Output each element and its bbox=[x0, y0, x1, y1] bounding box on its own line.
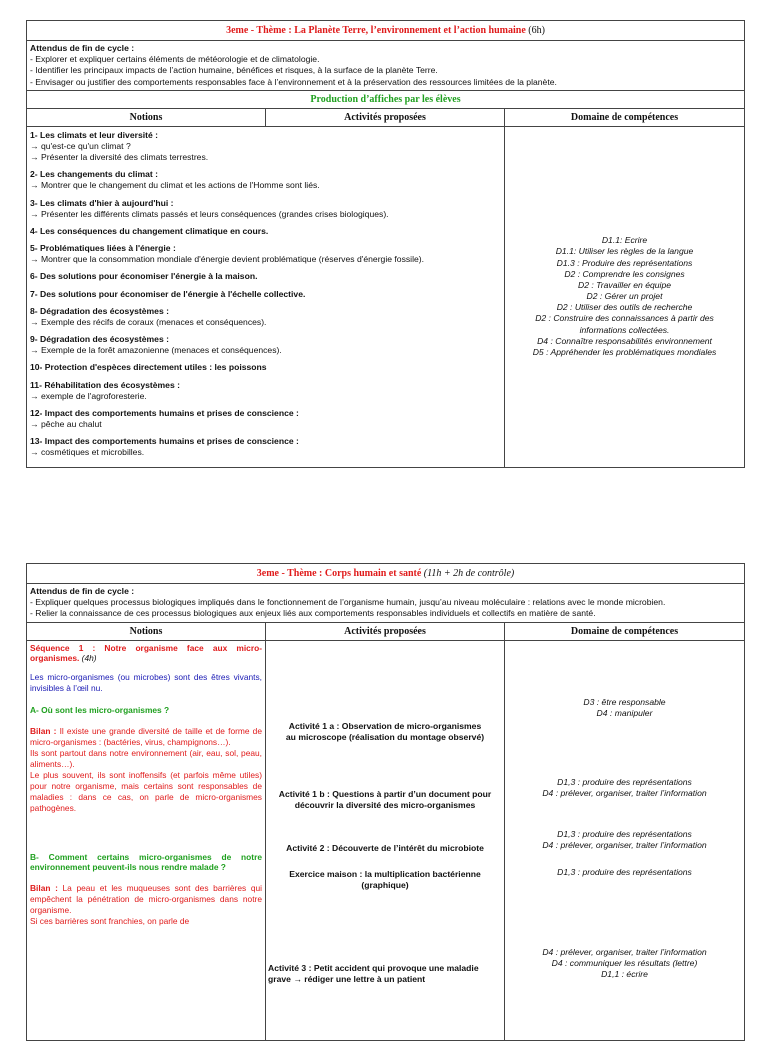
notion-detail: → Présenter les différents climats passés et leurs conséquences (grandes crises biologiques). bbox=[30, 208, 389, 219]
bilan-b-2: Si ces barrières sont franchies, on parle de bbox=[30, 916, 190, 927]
notion-title: 5- Problématiques liées à l'énergie : bbox=[30, 243, 176, 254]
competence-item: D2 : Gérer un projet bbox=[586, 291, 663, 302]
notion-detail: → Présenter la diversité des climats terrestres. bbox=[30, 152, 209, 163]
notion-title: 9- Dégradation des écosystèmes : bbox=[30, 334, 169, 345]
notion-item bbox=[30, 306, 501, 328]
competence-item: D1,1 : écrire bbox=[601, 968, 648, 979]
attendus-line: - Relier la connaissance de ces processus biologiques aux enjeux liés aux comportements responsables individuels et collectifs en matière de santé. bbox=[30, 608, 596, 619]
competence-item: D1.1: Utiliser les règles de la langue bbox=[555, 246, 694, 257]
notion-detail: → Exemple des récifs de coraux (menaces et conséquences). bbox=[30, 316, 267, 327]
notion-detail: → Montrer que la consommation mondiale d'énergie devient problématique (réserves d'énergie fossile). bbox=[30, 254, 425, 265]
notion-detail: → Exemple de la forêt amazonienne (menaces et conséquences). bbox=[30, 345, 282, 356]
activity-item: Activité 3 : Petit accident qui provoque une maladie grave → rédiger une lettre à un patient bbox=[268, 962, 479, 984]
competence-item: D4 : prélever, organiser, traiter l’information bbox=[542, 839, 707, 850]
notion-title: 3- Les climats d'hier à aujourd'hui : bbox=[30, 197, 174, 208]
theme-table-corps bbox=[26, 563, 745, 1041]
notion-title: 11- Réhabilitation des écosystèmes : bbox=[30, 379, 180, 390]
sequence-title: Séquence 1 : Notre organisme face aux micro-organismes. bbox=[30, 642, 262, 664]
sequence-notions bbox=[27, 640, 266, 1040]
notion-detail: → cosmétiques et microbilles. bbox=[30, 447, 145, 458]
column-header-activites: Activités proposées bbox=[266, 622, 505, 640]
competence-item: D2 : Utiliser des outils de recherche bbox=[556, 302, 693, 313]
activities-column bbox=[266, 640, 505, 1040]
activity-item: Activité 1 b : Questions à partir d’un document pour découvrir la diversité des micro-organismes bbox=[278, 788, 492, 810]
activity-item: Activité 2 : Découverte de l’intérêt du microbiote bbox=[286, 842, 484, 853]
notion-title: 13- Impact des comportements humains et prises de conscience : bbox=[30, 436, 299, 447]
bilan-text: Il existe une grande diversité de taille et de forme de micro-organismes : (bactéries, virus, champignons…). bbox=[30, 726, 262, 748]
competence-item: D2 : Construire des connaissances à partir des informations collectées. bbox=[535, 313, 714, 335]
notion-title: 10- Protection d'espèces directement utiles : les poissons bbox=[30, 362, 267, 373]
notion-title: 6- Des solutions pour économiser l'énergie à la maison. bbox=[30, 271, 258, 282]
competence-item: D1,3 : produire des représentations bbox=[557, 866, 692, 877]
competences-list bbox=[505, 126, 745, 467]
notion-detail: → qu'est-ce qu'un climat ? bbox=[30, 140, 131, 151]
notion-title: 1- Les climats et leur diversité : bbox=[30, 129, 159, 140]
activity-item: Activité 1 a : Observation de micro-organismes au microscope (réalisation du montage observé) bbox=[285, 720, 485, 742]
notion-detail: → pêche au chalut bbox=[30, 419, 102, 430]
competence-item: D4 : manipuler bbox=[596, 707, 653, 718]
production-banner: Production d’affiches par les élèves bbox=[27, 90, 745, 108]
competence-item: D5 : Appréhender les problématiques mondiales bbox=[532, 346, 717, 357]
bilan-a-2: Ils sont partout dans notre environnement (air, eau, sol, peau, aliments…). bbox=[30, 747, 262, 769]
competence-item: D3 : être responsable bbox=[583, 696, 666, 707]
notion-item bbox=[30, 243, 501, 265]
competences-column bbox=[505, 640, 745, 1040]
part-b-title: B- Comment certains micro-organismes de notre environnement peuvent-ils nous rendre malade ? bbox=[30, 851, 262, 873]
competence-item: D4 : Connaître responsabilités environnement bbox=[537, 335, 712, 346]
competence-item: D1.3 : Produire des représentations bbox=[556, 257, 693, 268]
bilan-text: La peau et les muqueuses sont des barrières qui empêchent la pénétration de micro-organismes dans notre organisme. bbox=[30, 883, 262, 916]
notion-detail: → exemple de l'agroforesterie. bbox=[30, 390, 147, 401]
theme-title: 3eme - Thème : La Planète Terre, l’environnement et l’action humaine bbox=[226, 25, 526, 36]
competence-group bbox=[505, 829, 744, 851]
part-a-title: A- Où sont les micro-organismes ? bbox=[30, 705, 170, 716]
attendus-line: - Envisager ou justifier des comportements responsables face à l’environnement et à la préservation des ressources limitées de la planète. bbox=[30, 76, 557, 87]
notion-item bbox=[30, 198, 501, 220]
table-title bbox=[27, 21, 745, 41]
competence-group bbox=[505, 697, 744, 719]
bilan-a-3: Le plus souvent, ils sont inoffensifs (et parfois même utiles) pour notre organisme, mais certains sont responsables de maladies : dans ce cas, on parle de micro-organismes pathogènes. bbox=[30, 769, 262, 813]
intro-text: Les micro-organismes (ou microbes) sont des êtres vivants, invisibles à l’œil nu. bbox=[30, 672, 262, 694]
attendus-line: - Expliquer quelques processus biologiques impliqués dans le fonctionnement de l’organisme humain, jusqu’au niveau moléculaire : relations avec le monde microbien. bbox=[30, 597, 666, 608]
competence-item: D2 : Travailler en équipe bbox=[578, 279, 672, 290]
bilan-label: Bilan : bbox=[30, 883, 58, 894]
column-header-notions: Notions bbox=[27, 622, 266, 640]
competence-item: D4 : prélever, organiser, traiter l’information bbox=[542, 787, 707, 798]
theme-title: 3eme - Thème : Corps humain et santé bbox=[256, 568, 422, 579]
notion-detail: → Montrer que le changement du climat et les actions de l'Homme sont liés. bbox=[30, 180, 320, 191]
competence-item: D1,3 : produire des représentations bbox=[557, 776, 692, 787]
sequence-duration: (4h) bbox=[81, 653, 97, 664]
competence-group bbox=[505, 947, 744, 981]
competence-item: D4 : prélever, organiser, traiter l’information bbox=[542, 946, 707, 957]
notions-list bbox=[27, 126, 505, 467]
attendus-title: Attendus de fin de cycle : bbox=[30, 586, 135, 596]
notion-title: 12- Impact des comportements humains et prises de conscience : bbox=[30, 407, 299, 418]
competence-group bbox=[505, 867, 744, 878]
notion-item bbox=[30, 169, 501, 191]
notion-item bbox=[30, 334, 501, 356]
attendus-line: - Explorer et expliquer certains éléments de météorologie et de climatologie. bbox=[30, 54, 320, 65]
column-header-activites: Activités proposées bbox=[266, 108, 505, 126]
column-header-competences: Domaine de compétences bbox=[505, 622, 745, 640]
notion-item bbox=[30, 271, 501, 282]
bilan-b bbox=[30, 883, 262, 916]
competence-item: D1,3 : produire des représentations bbox=[557, 828, 692, 839]
notion-item bbox=[30, 130, 501, 164]
attendus-block bbox=[27, 41, 745, 91]
notion-item bbox=[30, 226, 501, 237]
notion-title: 7- Des solutions pour économiser de l'énergie à l'échelle collective. bbox=[30, 288, 306, 299]
notion-title: 2- Les changements du climat : bbox=[30, 169, 158, 180]
bilan-label: Bilan : bbox=[30, 726, 57, 737]
activity-item: Exercice maison : la multiplication bactérienne (graphique) bbox=[289, 868, 481, 890]
column-header-competences: Domaine de compétences bbox=[505, 108, 745, 126]
notion-title: 8- Dégradation des écosystèmes : bbox=[30, 305, 169, 316]
attendus-block bbox=[27, 584, 745, 623]
competence-item: D4 : communiquer les résultats (lettre) bbox=[551, 957, 698, 968]
theme-table-planete bbox=[26, 20, 745, 468]
notion-item bbox=[30, 408, 501, 430]
notion-item bbox=[30, 289, 501, 300]
notion-title: 4- Les conséquences du changement climatique en cours. bbox=[30, 225, 269, 236]
competence-item: D1.1: Ecrire bbox=[601, 235, 648, 246]
competence-item: D2 : Comprendre les consignes bbox=[564, 268, 685, 279]
table-title bbox=[27, 564, 745, 584]
competence-group bbox=[505, 777, 744, 799]
attendus-line: - Identifier les principaux impacts de l’action humaine, bénéfices et risques, à la surface de la planète Terre. bbox=[30, 65, 438, 76]
notion-item bbox=[30, 380, 501, 402]
notion-item bbox=[30, 436, 501, 458]
column-header-notions: Notions bbox=[27, 108, 266, 126]
attendus-title: Attendus de fin de cycle : bbox=[30, 43, 135, 53]
theme-duration: (11h + 2h de contrôle) bbox=[423, 568, 515, 579]
notion-item bbox=[30, 362, 501, 373]
theme-duration: (6h) bbox=[528, 25, 545, 36]
bilan-a bbox=[30, 726, 262, 748]
